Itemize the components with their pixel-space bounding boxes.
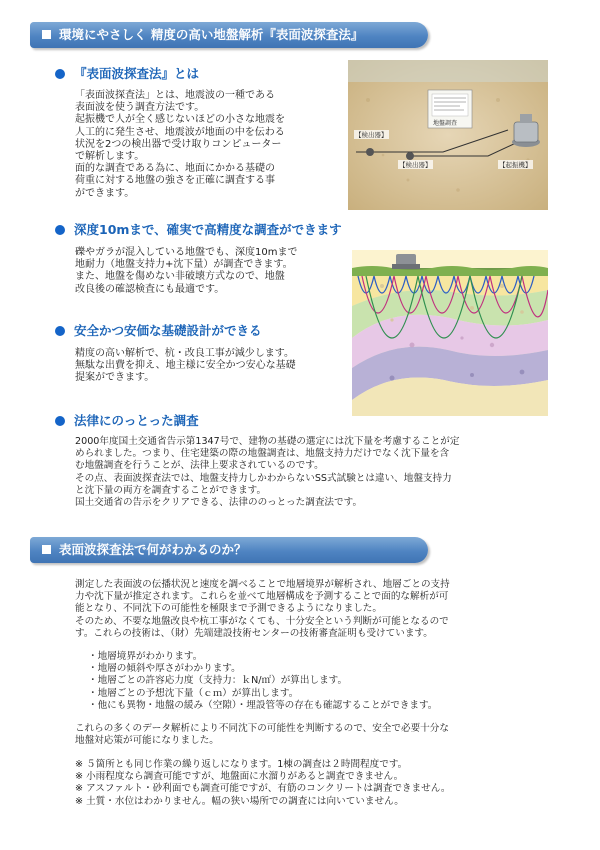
photo-label-vibrator: 【起振機】 [499, 161, 532, 169]
bullet-dot-icon [55, 416, 65, 426]
section-banner-surface-wave [30, 22, 428, 48]
heading-what-is: 『表面波探査法』とは [55, 65, 199, 83]
square-bullet-icon [42, 30, 51, 39]
bullet-dot-icon [55, 69, 65, 79]
ground-layer-diagram [352, 250, 548, 416]
soil-wave-illustration [352, 250, 548, 416]
note-item: ※ 土質・水位はわかりません。幅の狭い場所での調査には向いていません。 [75, 795, 404, 807]
heading-legal: 法律にのっとった調査 [55, 412, 199, 430]
bullet-dot-icon [55, 225, 65, 235]
photo-sign-text: 地盤調査 [433, 120, 458, 127]
paragraph-legal: 2000年度国土交通省告示第1347号で、建物の基礎の選定には沈下量を考慮することが定 められました。つまり、住宅建築の際の地盤調査は、地盤支持力だけでなく沈下量を含 む地盤調査を行うことが、法律上要求されているのです。 その点、表面波探査法では、地盤支持力しかわからないSS式試験とは違い、地盤支持力 と沈下量の両方を調査することができます。 国土交通省の告示をクリアできる、法律ののっとった調査法です。 [75, 436, 460, 509]
list-item: ・他にも異物・地盤の緩み（空隙）・埋設管等の存在も確認することができます。 [88, 699, 438, 711]
section-title: 環境にやさしく 精度の高い地盤解析『表面波探査法』 [59, 27, 364, 42]
note-item: ※ ５箇所とも同じ作業の繰り返しになります。1棟の調査は２時間程度です。 [75, 759, 408, 770]
section-title: 表面波探査法で何がわかるのか？ [59, 542, 247, 557]
findings-list [88, 651, 558, 712]
survey-photo [348, 60, 548, 210]
paragraph-conclusion: これらの多くのデータ解析により不同沈下の可能性を判断するので、安全で必要十分な 地盤対応策が可能になりました。 [75, 723, 449, 747]
paragraph-what-is: 「表面波探査法」とは、地震波の一種である 表面波を使う調査方法です。 起振機で人が全く感じないほどの小さな地震を 人工的に発生させ、地震波が地面の中を伝わる 状況を2つの検出器で受け取りコンピューター で解析します。 面的な調査である為に、地面にかかる基礎の 荷重に対する地盤の強さを正確に調査する事 ができます。 [75, 90, 285, 199]
photo-label-detector-mid: 【検出器】 [399, 161, 432, 169]
list-item: ・地層ごとの予想沈下量（ｃｍ）が算出します。 [88, 687, 299, 699]
paragraph-depth-10m: 礫やガラが混入している地盤でも、深度10mまで 地耐力（地盤支持力+沈下量）が調査できます。 また、地盤を傷めない非破壊方式なので、地盤 改良後の確認検査にも最適です。 [75, 247, 298, 295]
square-bullet-icon [42, 545, 51, 554]
paragraph-intro: 測定した表面波の伝播状況と速度を調べることで地層境界が解析され、地層ごとの支持 力や沈下量が推定されます。これらを並べて地層構成を予測することで面的な解析が可 能となり、不同沈下の可能性を極限まで予測できるようになりました。 そのため、不要な地盤改良や杭工事がなくても、十分安全という判断が可能となるので す。これらの技術は、（財）先端建設技術センターの技術審査証明も受けています。 [75, 579, 450, 639]
heading-depth-10m: 深度10mまで、確実で高精度な調査ができます [55, 221, 342, 239]
heading-safe-design: 安全かつ安価な基礎設計ができる [55, 322, 262, 340]
list-item: ・地層ごとの許容応力度（支持力：ｋN/㎡）が算出します。 [88, 675, 348, 687]
list-item: ・地層の傾斜や厚さがわかります。 [88, 663, 241, 675]
photo-label-detector-left: 【検出器】 [355, 131, 388, 139]
paragraph-safe-design: 精度の高い解析で、杭・改良工事が減少します。 無駄な出費を抑え、地主様に安全かつ安心な基礎 提案ができます。 [75, 348, 296, 384]
bullet-dot-icon [55, 326, 65, 336]
section-banner-what-we-learn [30, 537, 428, 563]
notes-block [75, 759, 575, 808]
list-item: ・地層境界がわかります。 [88, 651, 203, 662]
note-item: ※ 小雨程度なら調査可能ですが、地盤面に水溜りがあると調査できません。 [75, 771, 404, 783]
note-item: ※ アスファルト・砂利面でも調査可能ですが、有筋のコンクリートは調査できません。 [75, 783, 451, 795]
